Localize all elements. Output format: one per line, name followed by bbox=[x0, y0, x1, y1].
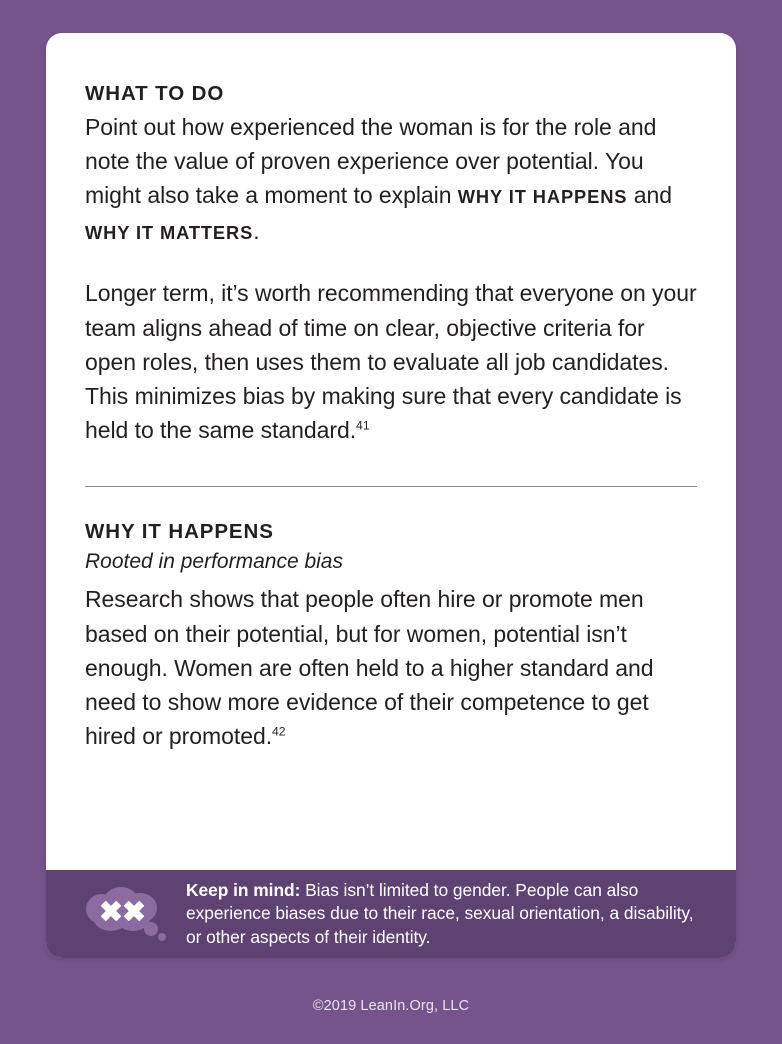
what-to-do-heading: WHAT TO DO bbox=[85, 82, 225, 105]
paragraph-1-part-2: and bbox=[627, 182, 672, 208]
keep-in-mind-banner bbox=[46, 870, 736, 958]
what-to-do-paragraph-2 bbox=[85, 276, 697, 447]
keep-in-mind-label: Keep in mind: bbox=[186, 879, 301, 900]
why-it-matters-reference: WHY IT MATTERS bbox=[85, 222, 254, 244]
why-it-happens-subheading: Rooted in performance bias bbox=[85, 550, 343, 574]
why-it-happens-reference: WHY IT HAPPENS bbox=[457, 186, 628, 207]
paragraph-1-part-1: Point out how experienced the woman is for the role and note the value of proven experience over potential. You might also take a moment to explain bbox=[85, 113, 657, 208]
what-to-do-paragraph-1 bbox=[85, 110, 697, 251]
content-card bbox=[46, 33, 736, 958]
copyright-notice: ©2019 LeanIn.Org, LLC bbox=[312, 998, 470, 1014]
footnote-marker-41: 41 bbox=[356, 418, 370, 433]
keep-in-mind-body: Bias isn’t limited to gender. People can also experience biases due to their race, sexual orientation, a disability, or other aspects of their identity. bbox=[186, 879, 694, 947]
section-divider bbox=[85, 486, 697, 487]
card-body bbox=[46, 33, 736, 870]
paragraph-2-text: Longer term, it’s worth recommending that everyone on your team aligns ahead of time on clear, objective criteria for open roles, then uses them to evaluate all job candidates. This minimizes bias by making sure that every candidate is held to the same standard. bbox=[85, 280, 697, 444]
thought-bubble-two-x-icon bbox=[78, 883, 174, 945]
why-it-happens-text: Research shows that people often hire or promote men based on their potential, but for women, potential isn’t enough. Women are often held to a higher standard and need to show more evidence of their competence to get hired or promoted. bbox=[85, 586, 654, 750]
keep-in-mind-text bbox=[186, 879, 712, 950]
paragraph-1-part-3: . bbox=[253, 218, 260, 245]
why-it-happens-paragraph bbox=[85, 582, 697, 753]
why-it-happens-heading: WHY IT HAPPENS bbox=[85, 520, 274, 544]
footnote-marker-42: 42 bbox=[272, 724, 286, 739]
